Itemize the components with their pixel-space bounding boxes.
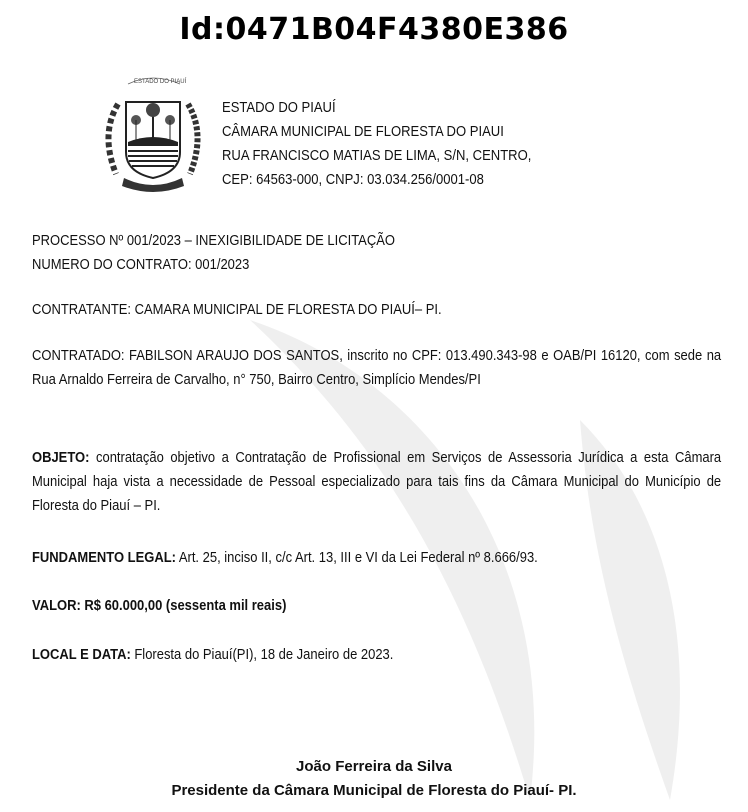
- svg-text:ESTADO DO PIAUÍ: ESTADO DO PIAUÍ: [134, 79, 187, 85]
- objeto: [32, 446, 721, 518]
- contratante: CONTRATANTE: CAMARA MUNICIPAL DE FLORESTA DO PIAUÍ– PI.: [32, 302, 442, 318]
- objeto-text: contratação objetivo a Contratação de Profissional em Serviços de Assessoria Jurídica a esta Câmara Municipal haja vista a necessidade de Pessoal especializado para tais fins da Câmara Municipal do Município de Floresta do Piauí – PI.: [32, 450, 722, 514]
- valor: VALOR: R$ 60.000,00 (sessenta mil reais): [32, 598, 287, 614]
- header-chamber: CÂMARA MUNICIPAL DE FLORESTA DO PIAUI: [222, 124, 504, 140]
- process-number: PROCESSO Nº 001/2023 – INEXIGIBILIDADE DE LICITAÇÃO: [32, 233, 395, 249]
- fundamento-legal: [32, 546, 721, 570]
- fundamento-label: FUNDAMENTO LEGAL:: [32, 550, 176, 566]
- signatory-role: Presidente da Câmara Municipal de Floresta do Piauí- PI.: [171, 782, 577, 799]
- institution-header: [222, 96, 531, 192]
- process-info: [32, 229, 721, 277]
- local-label: LOCAL E DATA:: [32, 647, 131, 663]
- signatory-name: João Ferreira da Silva: [296, 758, 452, 775]
- fundamento-text: Art. 25, inciso II, c/c Art. 13, III e VI da Lei Federal nº 8.666/93.: [175, 550, 538, 566]
- objeto-label: OBJETO:: [32, 450, 90, 466]
- document-id: Id:0471B04F4380E386: [179, 12, 569, 47]
- contratado-text: : FABILSON ARAUJO DOS SANTOS, inscrito no CPF: 013.490.343-98 e OAB/PI 16120, com sede na Rua Arnaldo Ferreira de Carvalho, n° 750, Bairro Centro, Simplício Mendes/PI: [32, 348, 722, 388]
- local-data: [32, 643, 721, 667]
- header-state: ESTADO DO PIAUÍ: [222, 100, 336, 116]
- contratado: [32, 344, 721, 392]
- contratado-label: CONTRATADO: [32, 348, 121, 364]
- local-text: Floresta do Piauí(PI), 18 de Janeiro de 2023.: [130, 647, 394, 663]
- header-cep-cnpj: CEP: 64563-000, CNPJ: 03.034.256/0001-08: [222, 172, 484, 188]
- coat-of-arms-emblem: [88, 74, 218, 196]
- header-address: RUA FRANCISCO MATIAS DE LIMA, S/N, CENTRO,: [222, 148, 532, 164]
- contract-number: NUMERO DO CONTRATO: 001/2023: [32, 257, 250, 273]
